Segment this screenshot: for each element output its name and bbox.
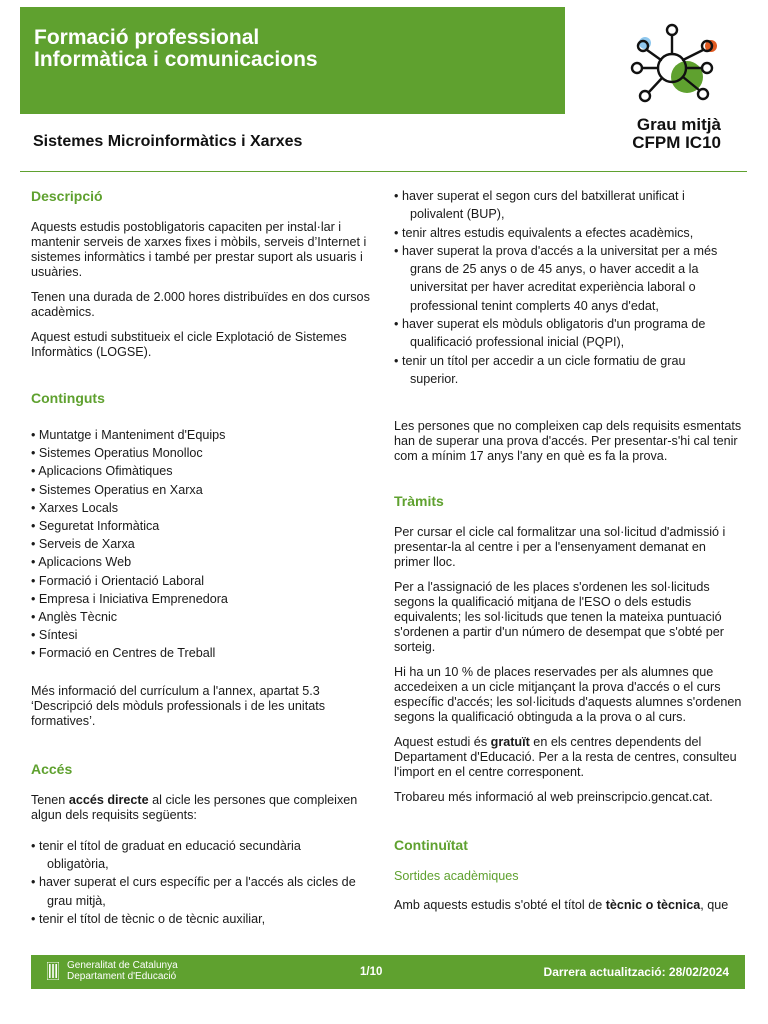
gratuit-text: gratuït xyxy=(490,735,530,750)
list-item: • tenir el títol de graduat en educació secundària obligatòria, xyxy=(31,838,301,871)
list-item: • Formació i Orientació Laboral xyxy=(31,573,205,588)
section-heading-tramits: Tràmits xyxy=(394,493,444,510)
cycle-code: CFPM IC10 xyxy=(632,133,721,152)
list-item: • Anglès Tècnic xyxy=(31,610,118,625)
section-heading-continguts: Continguts xyxy=(31,390,105,406)
prova-acces-paragraph: Les persones que no compleixen cap dels requisits esmentats han de superar una prova d'accés. Per presentar-s'hi cal tenir com a mínim 17 anys l'any en què es fa la prova. xyxy=(394,419,742,464)
footer-bar xyxy=(31,955,745,989)
network-logo-icon xyxy=(627,22,727,122)
list-item: • Muntatge i Manteniment d'Equips xyxy=(31,428,226,442)
page-title: Sistemes Microinformàtics i Xarxes xyxy=(33,133,303,150)
section-heading-acces: Accés xyxy=(31,760,73,777)
family-title-line2: Informàtica i comunicacions xyxy=(34,48,318,71)
tramits-paragraph: Hi ha un 10 % de places reservades per als alumnes que accedeixen a un cicle mitjançant la prova d'accés o el curs específic d'accés; les sol·licituds d'aquests alumnes s'ordenen segons la qualificació obtinguda a la prova o al curs. xyxy=(394,665,742,725)
acces-intro: Tenen accés directe al cicle les persones que compleixen algun dels requisits següents: xyxy=(31,792,358,822)
divider xyxy=(20,171,747,172)
list-item: • Sistemes Operatius Monolloc xyxy=(31,446,203,461)
list-item: • haver superat el segon curs del batxillerat unificat i polivalent (BUP), xyxy=(394,189,685,222)
requisits-list xyxy=(394,187,744,388)
list-item: • haver superat la prova d'accés a la universitat per a més grans de 25 anys o de 45 anys, o haver accedit a la universitat per haver acreditat experiència laboral o professional tenint complerts 40 anys d'edat, xyxy=(394,243,718,313)
tramits-paragraph: Per a l'assignació de les places s'ordenen les sol·licituds segons la qualificació mitjana de l'ESO o dels estudis equivalents; les sol·licituds que tenen la mateixa puntuació s'ordenen a partir d'un número de desempat que s'obté per sorteig. xyxy=(394,580,724,655)
titol-text: tècnic o tècnica xyxy=(605,898,701,913)
mes-informacio-paragraph: Més informació del currículum a l'annex, apartat 5.3 ‘Descripció dels mòduls professionals i de les unitats formatives’. xyxy=(31,683,325,728)
left-column xyxy=(31,189,373,928)
list-item: • tenir altres estudis equivalents a efectes acadèmics, xyxy=(394,225,694,240)
acces-directe-text: accés directe xyxy=(68,792,149,807)
grade-level: Grau mitjà xyxy=(636,115,721,134)
tramits-paragraph: Aquest estudi és gratuït en els centres dependents del Departament d'Educació. Per a la resta de centres, consulteu l'import en el centre corresponent. xyxy=(394,735,737,780)
gencat-line1: Generalitat de Catalunya xyxy=(67,960,178,971)
list-item: • haver superat el curs específic per a l'accés als cicles de grau mitjà, xyxy=(31,875,356,908)
list-item: • Síntesi xyxy=(31,628,78,643)
descripcio-paragraph: Aquest estudi substitueix el cicle Explotació de Sistemes Informàtics (LOGSE). xyxy=(31,330,347,359)
list-item: • Serveis de Xarxa xyxy=(31,537,135,552)
list-item: • haver superat els mòduls obligatoris d'un programa de qualificació professional inicial (PQPI), xyxy=(394,317,706,350)
list-item: • Xarxes Locals xyxy=(31,500,119,515)
acces-list xyxy=(31,837,373,928)
descripcio-paragraph: Tenen una durada de 2.000 hores distribuïdes en dos cursos acadèmics. xyxy=(31,290,370,319)
sortides-paragraph: Amb aquests estudis s'obté el títol de tècnic o tècnica, que xyxy=(394,898,729,913)
list-item: • Empresa i Iniciativa Emprenedora xyxy=(31,591,228,606)
right-column xyxy=(394,187,744,923)
list-item: • Aplicacions Web xyxy=(31,555,132,570)
list-item: • Aplicacions Ofimàtiques xyxy=(31,464,173,479)
section-heading-descripcio: Descripció xyxy=(31,188,103,204)
continguts-list xyxy=(31,426,373,663)
list-item: • tenir un títol per accedir a un cicle formatiu de grau superior. xyxy=(394,353,686,386)
family-title-line1: Formació professional xyxy=(34,26,260,49)
descripcio-paragraph: Aquests estudis postobligatoris capaciten per instal·lar i mantenir serveis de xarxes fixes i mòbils, serveis d’Internet i sistemes informàtics i també per prestar suport als usuaris i usuàries. xyxy=(31,220,367,279)
last-updated: Darrera actualització: 28/02/2024 xyxy=(543,965,729,979)
list-item: • Formació en Centres de Treball xyxy=(31,646,216,661)
tramits-paragraph: Per cursar el cicle cal formalitzar una sol·licitud d'admissió i presentar-la al centre i per a l'ensenyament demanat en primer lloc. xyxy=(394,525,726,570)
list-item: • Sistemes Operatius en Xarxa xyxy=(31,482,203,497)
tramits-paragraph: Trobareu més informació al web preinscripcio.gencat.cat. xyxy=(394,790,713,805)
gencat-mark-icon xyxy=(47,962,59,980)
page-number: 1/10 xyxy=(360,966,383,978)
subheading-sortides: Sortides acadèmiques xyxy=(394,869,519,884)
list-item: • tenir el títol de tècnic o de tècnic auxiliar, xyxy=(31,911,266,926)
gencat-line2: Departament d'Educació xyxy=(67,970,177,982)
list-item: • Seguretat Informàtica xyxy=(31,519,160,534)
section-heading-continuitat: Continuïtat xyxy=(394,837,468,854)
header-banner xyxy=(20,7,565,114)
